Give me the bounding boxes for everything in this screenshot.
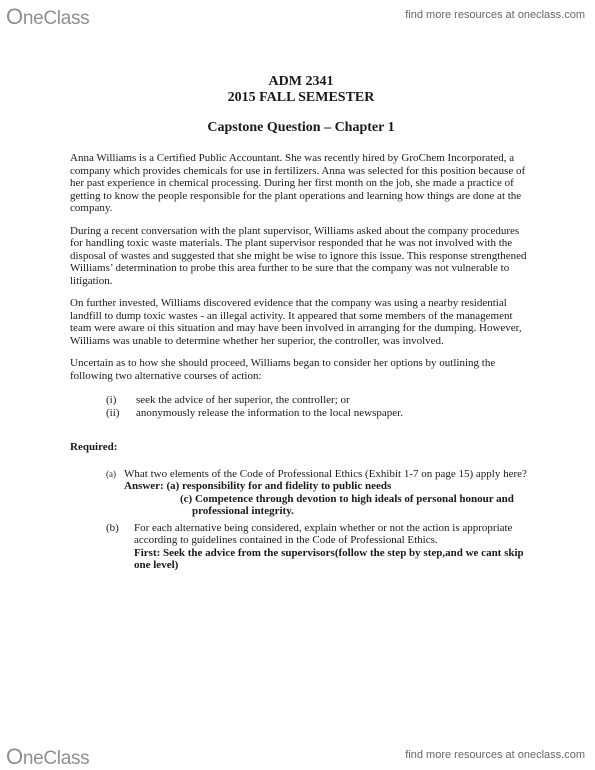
question-b <box>106 522 532 572</box>
semester: 2015 FALL SEMESTER <box>227 90 375 105</box>
paragraph: Uncertain as to how she should proceed, Williams began to consider her options by outlining the following two alternative courses of action: <box>70 357 496 382</box>
answer-text: First: Seek the advice from the supervisors(follow the step by step,and we cant skip one level) <box>134 546 524 571</box>
option-text: seek the advice of her superior, the controller; or <box>136 394 350 406</box>
question-number: (a) <box>106 468 116 479</box>
footer-bar <box>0 740 595 770</box>
question-a <box>106 468 532 518</box>
course-code: ADM 2341 <box>268 74 334 89</box>
options-list <box>70 394 532 419</box>
list-item <box>106 394 532 407</box>
answer-line: (c) Competence through devotion to high ideals of personal honour and <box>180 492 514 505</box>
option-number: (i) <box>106 394 117 406</box>
footer-promo-link[interactable]: find more resources at oneclass.com <box>405 749 585 761</box>
question-number: (b) <box>106 521 119 534</box>
document-body <box>70 74 532 572</box>
oneclass-logo[interactable]: OneClass <box>6 4 90 29</box>
oneclass-logo[interactable]: OneClass <box>6 744 90 769</box>
paragraph: Anna Williams is a Certified Public Accountant. She was recently hired by GroChem Incorporated, a company which provides chemicals for use in fertilizers. Anna was selected for this position because of her past experience in chemical processing. During her first month on the job, she made a practice of getting to know the people responsible for the plant operations and learning how things are done at the company. <box>70 152 526 214</box>
document-title: Capstone Question – Chapter 1 <box>207 120 395 135</box>
paragraph: On further invested, Williams discovered evidence that the company was using a nearby residential landfill to dump toxic wastes - an illegal activity. It appeared that some members of the management team were aware oi this situation and may have been involved in arranging for the dumping. However, Williams was unable to determine whether her superior, the controller, was involved. <box>70 297 522 347</box>
question-text: What two elements of the Code of Professional Ethics (Exhibit 1-7 on page 15) apply here? <box>124 467 527 480</box>
header-bar <box>0 0 595 30</box>
header-promo-link[interactable]: find more resources at oneclass.com <box>405 9 585 21</box>
question-text: For each alternative being considered, explain whether or not the action is appropriate according to guidelines contained in the Code of Professional Ethics. <box>134 521 513 546</box>
option-text: anonymously release the information to the local newspaper. <box>136 406 403 419</box>
answer-line: Answer: (a) responsibility for and fidelity to public needs <box>124 480 392 492</box>
list-item <box>106 407 532 420</box>
answer-line: professional integrity. <box>192 505 294 517</box>
option-number: (ii) <box>106 406 120 419</box>
required-heading: Required: <box>70 441 118 453</box>
paragraph: During a recent conversation with the plant supervisor, Williams asked about the company procedures for handling toxic waste materials. The plant supervisor responded that he was not involved with the disposal of wastes and suggested that she might be wise to ignore this issue. This response strengthened Williams’ determination to probe this area further to be sure that the company was not vulnerable to litigation. <box>70 224 527 287</box>
